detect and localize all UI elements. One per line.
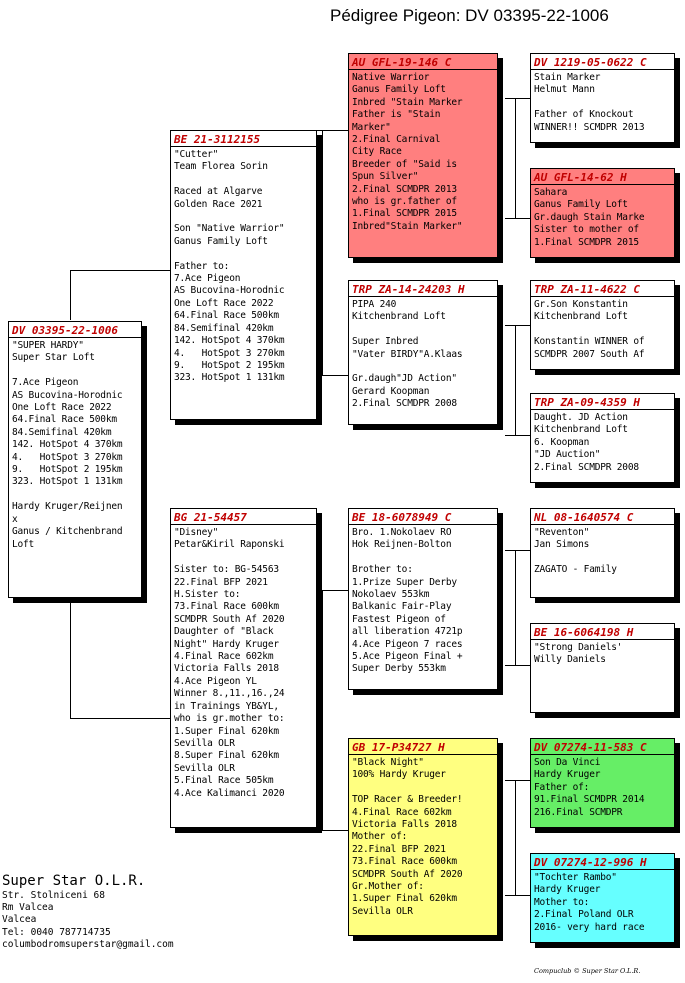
loft-info — [2, 872, 174, 951]
pigeon-card-subject — [8, 321, 142, 598]
pigeon-details: "Strong Daniels' Willy Daniels — [534, 642, 623, 666]
ring-number: BE 18-6078949 C — [349, 511, 497, 525]
pigeon-card-dds — [530, 738, 675, 828]
connector — [316, 830, 348, 831]
pigeon-card-dam — [170, 508, 317, 828]
pigeon-details: "Cutter" Team Florea Sorin Raced at Algarve Golden Race 2021 Son "Native Warrior" Ganus Family Loft Father to: 7.Ace Pigeon AS Bucovina-Horodnic One Loft Race 2022 64.Final Race 500km 84.Semifinal 420km 142. HotSpot 4 370km 4. HotSpot 3 270km 9. HotSpot 2 195km 323. HotSpot 1 131km — [174, 149, 285, 384]
pigeon-card-sire-dam — [348, 280, 498, 425]
ring-number: AU GFL-14-62 H — [531, 171, 674, 185]
pigeon-card-dss — [530, 508, 675, 598]
pigeon-card-ddd — [530, 853, 675, 943]
ring-number: DV 07274-12-996 H — [531, 856, 674, 870]
pigeon-card-sdd — [530, 393, 675, 483]
connector — [515, 98, 516, 218]
connector — [515, 550, 516, 665]
footer-credit: Compuclub © Super Star O.L.R. — [534, 967, 641, 975]
pigeon-details: Native Warrior Ganus Family Loft Inbred "Stain Marker Father is "Stain Marker" 2.Final Carnival City Race Breeder of "Said is Spun Silver" 2.Final SCMDPR 2013 who is gr.father of 1.Final SCMDPR 2015 Inbred"Stain Marker" — [352, 72, 463, 232]
connector — [70, 270, 71, 320]
pigeon-card-dam-sire — [348, 508, 498, 690]
loft-address: Str. Stolniceni 68 Rm Valcea Valcea Tel: 0040 787714735 columbodromsuperstar@gmail.com — [2, 890, 174, 950]
ring-number: DV 03395-22-1006 — [9, 324, 141, 338]
loft-name: Super Star O.L.R. — [2, 873, 146, 889]
connector — [322, 590, 323, 830]
connector — [505, 98, 530, 99]
pigeon-details: Stain Marker Helmut Mann Father of Knockout WINNER!! SCMDPR 2013 — [534, 72, 645, 133]
pigeon-details: Bro. 1.Nokolaev RO Hok Reijnen-Bolton Brother to: 1.Prize Super Derby Nokolaev 553km Balkanic Fair-Play Fastest Pigeon of all liberation 4721p 4.Ace Pigeon 7 races 5.Ace Pigeon Final + Super Derby 553km — [352, 527, 463, 675]
pigeon-card-sds — [530, 280, 675, 370]
pigeon-details: "Reventon" Jan Simons ZAGATO - Family — [534, 527, 617, 576]
pigeon-card-sire-sire — [348, 53, 498, 258]
pigeon-card-dsd — [530, 623, 675, 713]
connector — [505, 325, 530, 326]
ring-number: AU GFL-19-146 C — [349, 56, 497, 70]
connector — [515, 780, 516, 895]
connector — [505, 435, 530, 436]
connector — [70, 718, 170, 719]
ring-number: BE 21-3112155 — [171, 133, 316, 147]
connector — [322, 130, 323, 375]
ring-number: TRP ZA-11-4622 C — [531, 283, 674, 297]
connector — [316, 130, 348, 131]
connector — [505, 218, 530, 219]
pigeon-details: PIPA 240 Kitchenbrand Loft Super Inbred "Vater BIRDY"A.Klaas Gr.daugh"JD Action" Gerard Koopman 2.Final SCMDPR 2008 — [352, 299, 463, 410]
connector — [505, 665, 530, 666]
pigeon-details: "Disney" Petar&Kiril Raponski Sister to: BG-54563 22.Final BFP 2021 H.Sister to: 73.Final Race 600km SCMDPR South Af 2020 Daughter of "Black Night" Hardy Kruger 4.Final Race 602km Victoria Falls 2018 4.Ace Pigeon YL Winner 8.,11.,16.,24 in Trainings YB&YL, who is gr.mother to: 1.Super Final 620km Sevilla OLR 8.Super Final 620km Sevilla OLR 5.Final Race 505km 4.Ace Kalimanci 2020 — [174, 527, 285, 799]
ring-number: TRP ZA-09-4359 H — [531, 396, 674, 410]
pigeon-card-ssd — [530, 168, 675, 258]
page-title: Pédigree Pigeon: DV 03395-22-1006 — [330, 6, 609, 25]
connector — [316, 590, 348, 591]
connector — [70, 270, 170, 271]
ring-number: BG 21-54457 — [171, 511, 316, 525]
pigeon-details: "Tochter Rambo" Hardy Kruger Mother to: 2.Final Poland OLR 2016- very hard race — [534, 872, 645, 933]
ring-number: DV 07274-11-583 C — [531, 741, 674, 755]
pigeon-details: Gr.Son Konstantin Kitchenbrand Loft Konstantin WINNER of SCMDPR 2007 South Af — [534, 299, 645, 360]
connector — [505, 780, 530, 781]
connector — [505, 550, 530, 551]
connector — [505, 895, 530, 896]
ring-number: NL 08-1640574 C — [531, 511, 674, 525]
connector — [316, 375, 348, 376]
pigeon-details: Sahara Ganus Family Loft Gr.daugh Stain Marke Sister to mother of 1.Final SCMDPR 2015 — [534, 187, 645, 248]
pigeon-details: "Black Night" 100% Hardy Kruger TOP Racer & Breeder! 4.Final Race 602km Victoria Falls 2018 Mother of: 22.Final BFP 2021 73.Final Race 600km SCMDPR South Af 2020 Gr.Mother of: 1.Super Final 620km Sevilla OLR — [352, 757, 463, 917]
ring-number: TRP ZA-14-24203 H — [349, 283, 497, 297]
ring-number: GB 17-P34727 H — [349, 741, 497, 755]
pigeon-card-dam-dam — [348, 738, 498, 936]
pigeon-details: Daught. JD Action Kitchenbrand Loft 6. Koopman "JD Auction" 2.Final SCMDPR 2008 — [534, 412, 639, 473]
connector — [70, 598, 71, 718]
pigeon-card-sss — [530, 53, 675, 143]
pigeon-card-sire — [170, 130, 317, 420]
pigeon-details: Son Da Vinci Hardy Kruger Father of: 91.Final SCMDPR 2014 216.Final SCMDPR — [534, 757, 645, 818]
connector — [515, 325, 516, 435]
pigeon-details: "SUPER HARDY" Super Star Loft 7.Ace Pigeon AS Bucovina-Horodnic One Loft Race 2022 64.Final Race 500km 84.Semifinal 420km 142. HotSpot 4 370km 4. HotSpot 3 270km 9. HotSpot 2 195km 323. HotSpot 1 131km Hardy Kruger/Reijnen x Ganus / Kitchenbrand Loft — [12, 340, 123, 550]
ring-number: DV 1219-05-0622 C — [531, 56, 674, 70]
ring-number: BE 16-6064198 H — [531, 626, 674, 640]
